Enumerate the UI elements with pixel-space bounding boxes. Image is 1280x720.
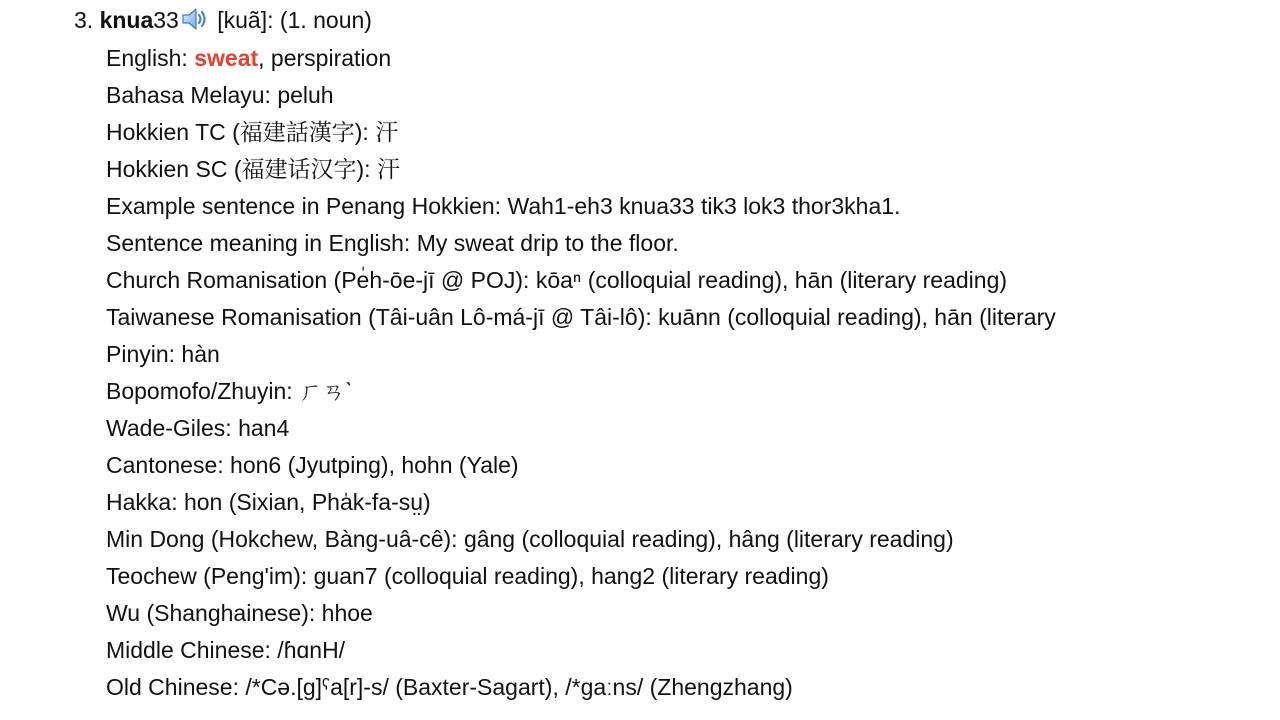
field-teochew: Teochew (Peng'im): guan7 (colloquial reading), hang2 (literary reading) (106, 563, 829, 589)
headword: knua (99, 7, 154, 33)
speaker-icon[interactable] (180, 5, 208, 33)
field-hakka: Hakka: hon (Sixian, Pha̍k-fa-sṳ) (106, 489, 431, 515)
ipa-pronunciation: [kuã]: (217, 7, 274, 33)
field-church-romanisation: Church Romanisation (Pe̍h-ōe-jī @ POJ): kōaⁿ (colloquial reading), hān (literary reading) (106, 267, 1008, 293)
field-bahasa-melayu: Bahasa Melayu: peluh (106, 82, 334, 108)
field-pinyin: Pinyin: hàn (106, 341, 220, 367)
english-rest: , perspiration (258, 45, 392, 71)
field-cantonese: Cantonese: hon6 (Jyutping), hohn (Yale) (106, 452, 519, 478)
english-keyword: sweat (194, 45, 259, 71)
entry-heading (74, 3, 372, 37)
entry-fields (106, 40, 1280, 706)
field-example-sentence: Example sentence in Penang Hokkien: Wah1-eh3 knua33 tik3 lok3 thor3kha1. (106, 193, 901, 219)
english-label: English: (106, 45, 188, 71)
field-hokkien-sc: Hokkien SC (福建话汉字): 汗 (106, 156, 400, 182)
field-wade-giles: Wade-Giles: han4 (106, 415, 290, 441)
field-bopomofo: Bopomofo/Zhuyin: ㄏㄢˋ (106, 378, 353, 404)
field-taiwanese-romanisation: Taiwanese Romanisation (Tâi-uân Lô-má-jī @ Tâi-lô): kuānn (colloquial reading), hān (literary (106, 304, 1056, 330)
entry-number: 3. (74, 7, 94, 33)
field-middle-chinese: Middle Chinese: /ɦɑnH/ (106, 637, 346, 663)
english-line (106, 40, 1280, 77)
headword-tone: 33 (153, 7, 179, 33)
field-hokkien-tc: Hokkien TC (福建話漢字): 汗 (106, 119, 399, 145)
field-sentence-meaning: Sentence meaning in English: My sweat drip to the floor. (106, 230, 679, 256)
part-of-speech: (1. noun) (279, 7, 372, 33)
field-min-dong: Min Dong (Hokchew, Bàng-uâ-cê): gâng (colloquial reading), hâng (literary reading) (106, 526, 954, 552)
field-old-chinese: Old Chinese: /*Cə.[g]ˤa[r]-s/ (Baxter-Sagart), /*gaːns/ (Zhengzhang) (106, 674, 793, 700)
field-wu: Wu (Shanghainese): hhoe (106, 600, 373, 626)
